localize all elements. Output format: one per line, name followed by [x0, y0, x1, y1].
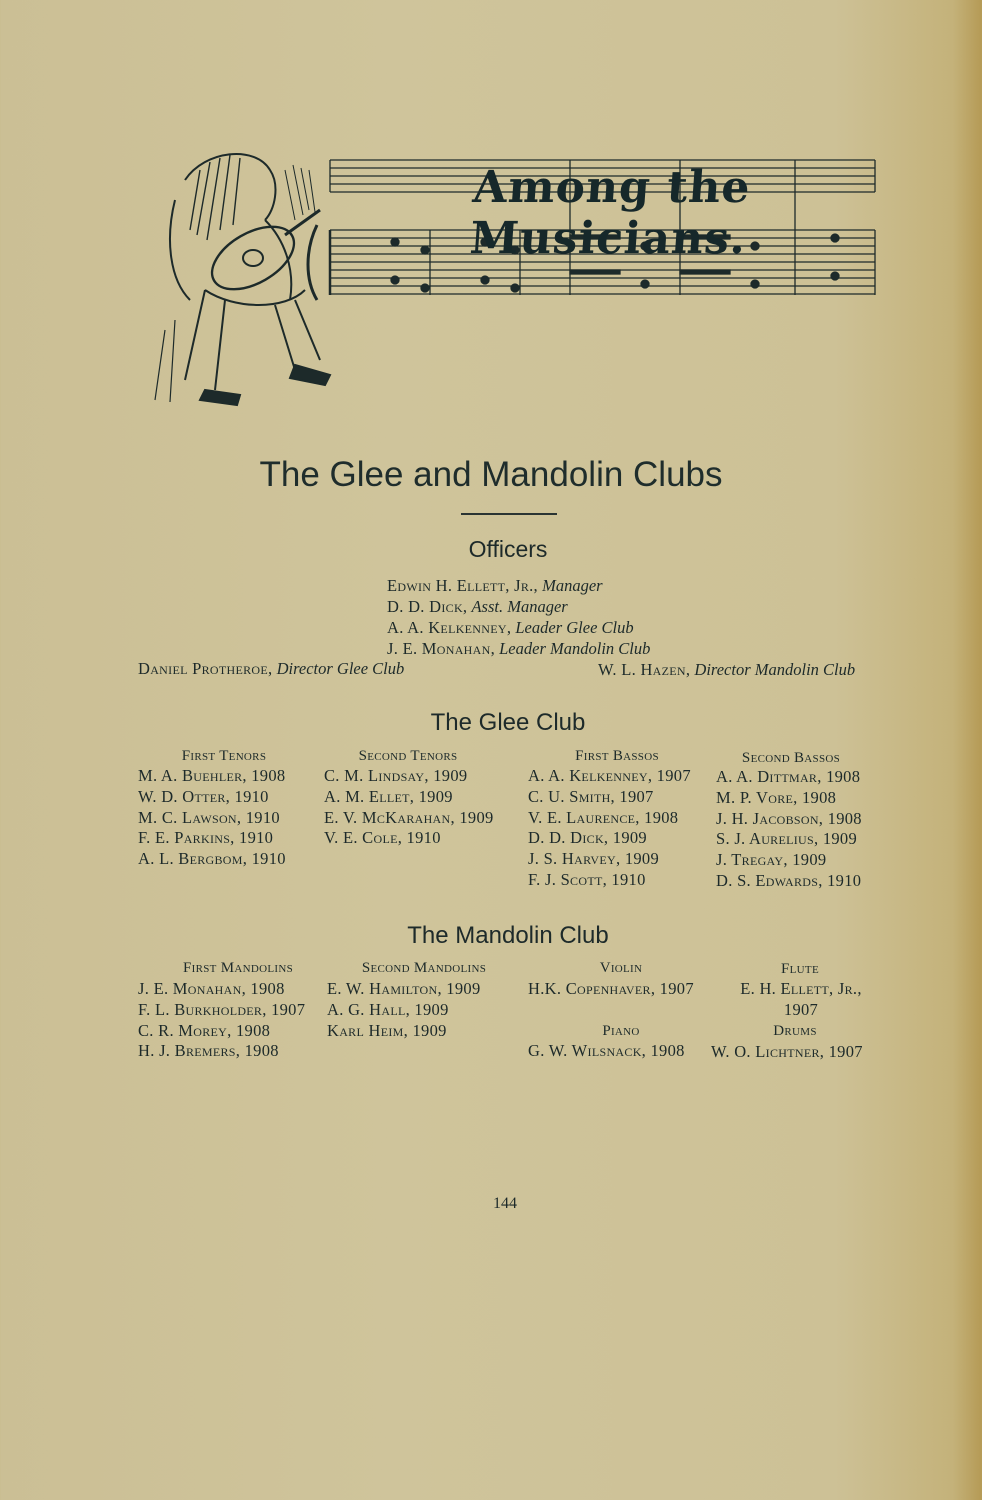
member-entry: H.K. Copenhaver, 1907 [528, 979, 694, 998]
member-entry: F. L. Burkholder, 1907 [138, 999, 306, 1019]
mandolin-club-heading: The Mandolin Club [407, 922, 609, 949]
header-title: Among the Musicians. [468, 162, 753, 264]
member-entry: A. A. Kelkenney, 1907 [528, 766, 691, 785]
member-entry: C. M. Lindsay, 1909 [324, 766, 468, 785]
column-heading: Piano [602, 1023, 640, 1039]
officer-line [387, 618, 634, 638]
director-line [138, 659, 404, 679]
member-entry: F. J. Scott, 1910 [528, 869, 646, 889]
officer-role: Leader Glee Club [515, 618, 634, 637]
director-name: W. L. Hazen, [598, 660, 691, 679]
member-entry: J. H. Jacobson, 1908 [716, 808, 862, 828]
member-entry: J. S. Harvey, 1909 [528, 849, 660, 869]
page-number: 144 [493, 1195, 517, 1212]
member-entry: W. D. Otter, 1910 [138, 786, 269, 806]
officer-role: Leader Mandolin Club [499, 639, 651, 658]
member-list [324, 766, 494, 849]
officer-name: D. D. Dick, [387, 597, 468, 616]
member-entry: C. R. Morey, 1908 [138, 1020, 271, 1040]
member-entry: J. Tregay, 1909 [716, 850, 827, 870]
column-heading: Second Mandolins [361, 960, 487, 976]
member-list [723, 979, 879, 1021]
member-list [138, 766, 286, 870]
director-name: Daniel Protheroe, [138, 659, 273, 678]
member-entry: M. P. Vore, 1908 [716, 787, 837, 807]
column-heading: First Bassos [575, 748, 659, 764]
officer-role: Asst. Manager [471, 597, 568, 616]
column-heading: Violin [599, 960, 643, 976]
member-list [327, 979, 481, 1041]
director-line [598, 660, 855, 680]
member-entry: V. E. Cole, 1910 [324, 828, 441, 848]
column-heading: Second Bassos [741, 750, 841, 766]
member-list [138, 979, 305, 1062]
column-heading: First Mandolins [183, 960, 293, 976]
member-entry: M. A. Buehler, 1908 [138, 766, 286, 785]
member-entry: A. A. Dittmar, 1908 [716, 767, 861, 786]
member-list [528, 1041, 685, 1062]
column-heading: Second Tenors [358, 748, 458, 764]
title-divider [461, 513, 557, 515]
member-entry: 1907 [783, 999, 819, 1019]
member-entry: A. G. Hall, 1909 [327, 999, 449, 1019]
member-list [528, 766, 691, 891]
member-entry: W. O. Lichtner, 1907 [711, 1042, 863, 1061]
member-entry: F. E. Parkins, 1910 [138, 828, 274, 848]
column-heading: First Tenors [181, 748, 267, 764]
glee-club-heading: The Glee Club [430, 709, 586, 736]
mandolin-player-illustration [155, 154, 330, 405]
column-heading: Flute [781, 961, 819, 977]
member-entry: C. U. Smith, 1907 [528, 786, 654, 806]
officer-name: Edwin H. Ellett, Jr., [387, 576, 538, 595]
member-entry: J. E. Monahan, 1908 [138, 979, 285, 998]
member-entry: A. M. Ellet, 1909 [324, 786, 453, 806]
column-heading: Drums [773, 1023, 817, 1039]
member-entry: M. C. Lawson, 1910 [138, 807, 280, 827]
officer-line [387, 639, 650, 659]
member-list [528, 979, 694, 1000]
member-entry: G. W. Wilsnack, 1908 [528, 1041, 685, 1060]
officer-line [387, 576, 603, 596]
officer-name: A. A. Kelkenney, [387, 618, 512, 637]
director-role: Director Mandolin Club [694, 660, 856, 679]
member-list [711, 1042, 863, 1063]
page-title: The Glee and Mandolin Clubs [259, 455, 723, 494]
officers-heading: Officers [468, 536, 548, 562]
member-entry: E. V. McKarahan, 1909 [324, 807, 494, 827]
member-entry: D. D. Dick, 1909 [528, 828, 647, 848]
member-list [716, 767, 862, 892]
officer-role: Manager [542, 576, 603, 595]
member-entry: Karl Heim, 1909 [327, 1020, 447, 1040]
member-entry: S. J. Aurelius, 1909 [716, 829, 858, 849]
director-role: Director Glee Club [276, 659, 405, 678]
officer-line [387, 597, 568, 617]
member-entry: E. W. Hamilton, 1909 [327, 979, 481, 998]
member-entry: A. L. Bergbom, 1910 [138, 849, 286, 869]
member-entry: V. E. Laurence, 1908 [528, 807, 679, 827]
officer-name: J. E. Monahan, [387, 639, 495, 658]
member-entry: H. J. Bremers, 1908 [138, 1041, 279, 1061]
member-entry: D. S. Edwards, 1910 [716, 870, 862, 890]
member-entry: E. H. Ellett, Jr., [740, 979, 862, 998]
